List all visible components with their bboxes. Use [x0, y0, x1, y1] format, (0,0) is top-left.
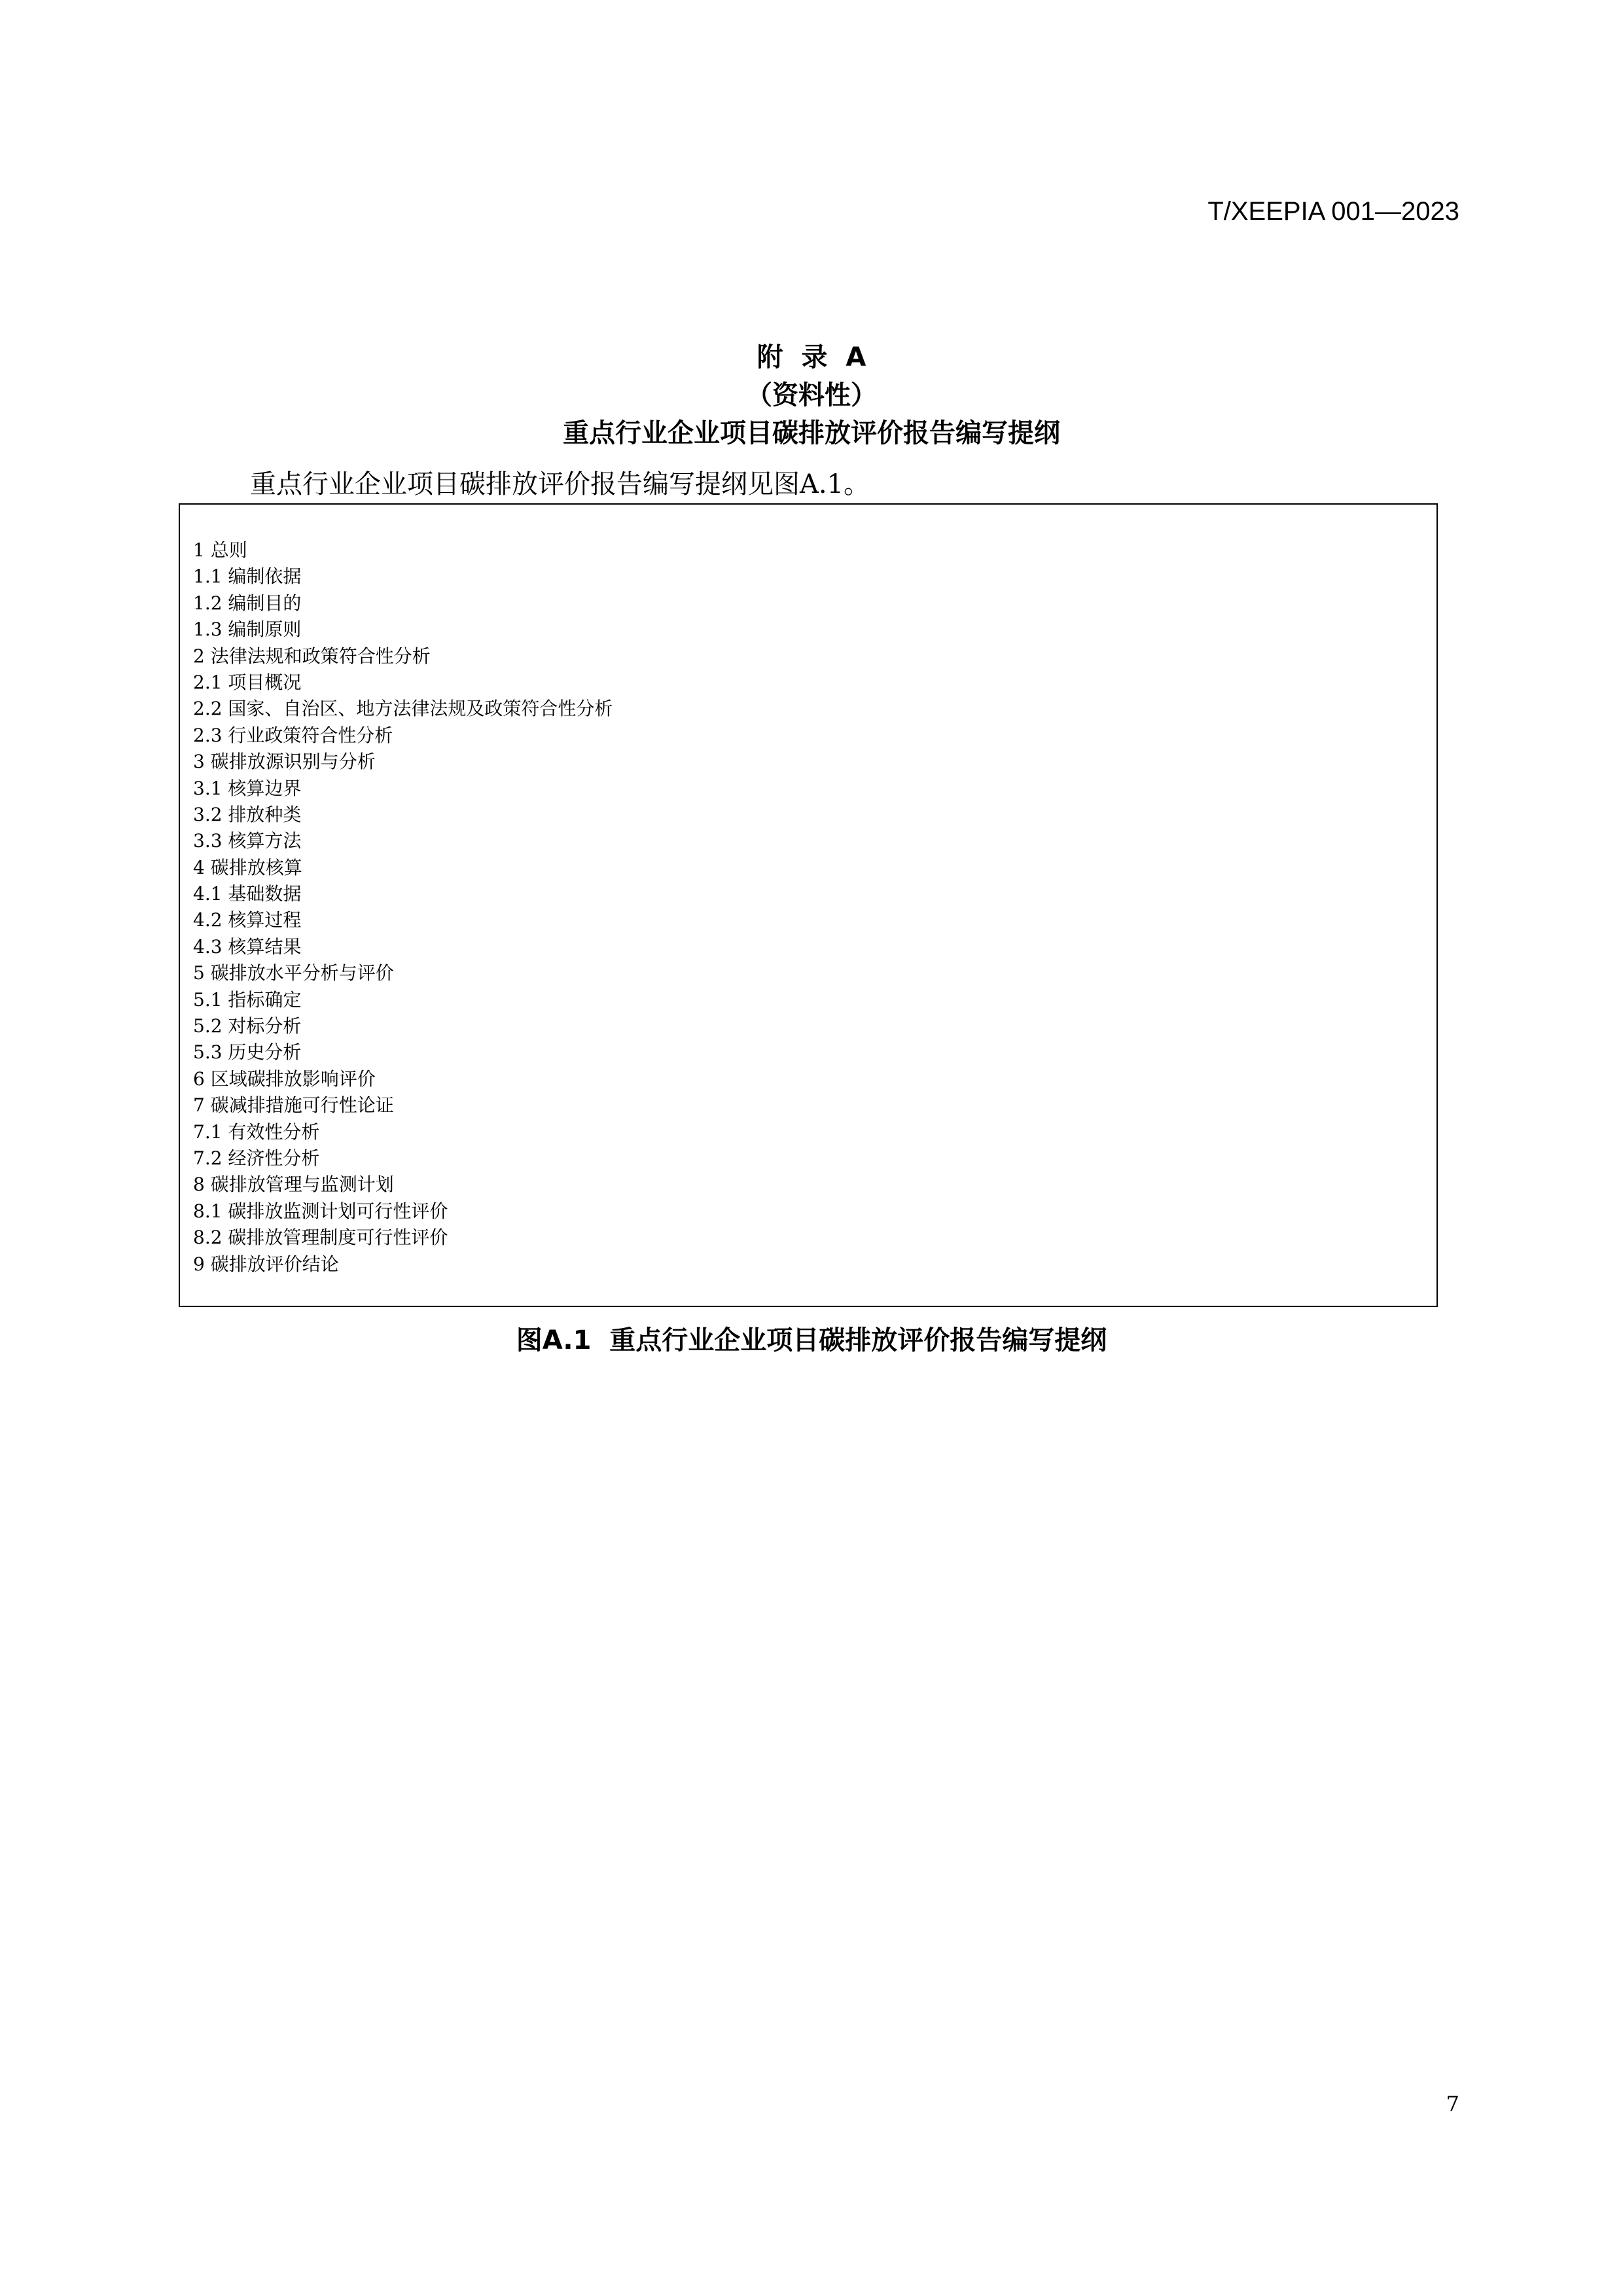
- outline-item: 9 碳排放评价结论: [193, 1253, 339, 1275]
- appendix-title: 附 录 A: [757, 342, 866, 372]
- standard-code: T/XEEPIA 001—2023: [1207, 197, 1459, 226]
- outline-item: 6 区域碳排放影响评价: [193, 1067, 376, 1090]
- outline-item: 5.1 指标确定: [193, 988, 302, 1011]
- outline-item: 1.1 编制依据: [193, 565, 302, 588]
- outline-item: 3.1 核算边界: [193, 777, 302, 799]
- outline-item: 4 碳排放核算: [193, 856, 302, 878]
- outline-item: 7.2 经济性分析: [193, 1147, 320, 1169]
- page-number: 7: [1446, 2091, 1459, 2116]
- outline-item: 2 法律法规和政策符合性分析: [193, 645, 431, 667]
- outline-item: 8 碳排放管理与监测计划: [193, 1174, 394, 1196]
- outline-item: 5.2 对标分析: [193, 1015, 302, 1037]
- outline-item: 7.1 有效性分析: [193, 1121, 320, 1143]
- outline-item: 1.3 编制原则: [193, 619, 302, 641]
- outline-item: 4.3 核算结果: [193, 935, 302, 958]
- intro-paragraph: 重点行业企业项目碳排放评价报告编写提纲见图A.1。: [250, 469, 870, 499]
- outline-item: 8.2 碳排放管理制度可行性评价: [193, 1227, 448, 1249]
- outline-list: [193, 537, 613, 1278]
- outline-item: 7 碳减排措施可行性论证: [193, 1094, 394, 1117]
- outline-item: 1.2 编制目的: [193, 592, 302, 614]
- appendix-heading: 重点行业企业项目碳排放评价报告编写提纲: [563, 418, 1060, 448]
- outline-item: 2.2 国家、自治区、地方法律法规及政策符合性分析: [193, 698, 613, 720]
- outline-item: 5 碳排放水平分析与评价: [193, 962, 394, 984]
- figure-caption: 图A.1 重点行业企业项目碳排放评价报告编写提纲: [516, 1325, 1107, 1355]
- outline-item: 8.1 碳排放监测计划可行性评价: [193, 1200, 448, 1222]
- outline-item: 3.3 核算方法: [193, 830, 302, 852]
- appendix-nature: （资料性）: [746, 380, 877, 410]
- outline-item: 3.2 排放种类: [193, 803, 302, 825]
- outline-item: 4.1 基础数据: [193, 883, 302, 905]
- outline-item: 4.2 核算过程: [193, 909, 302, 931]
- outline-item: 2.3 行业政策符合性分析: [193, 724, 393, 746]
- outline-item: 3 碳排放源识别与分析: [193, 751, 376, 773]
- outline-figure-box: [179, 503, 1438, 1307]
- outline-item: 1 总则: [193, 539, 247, 561]
- outline-item: 2.1 项目概况: [193, 671, 302, 693]
- outline-item: 5.3 历史分析: [193, 1041, 302, 1064]
